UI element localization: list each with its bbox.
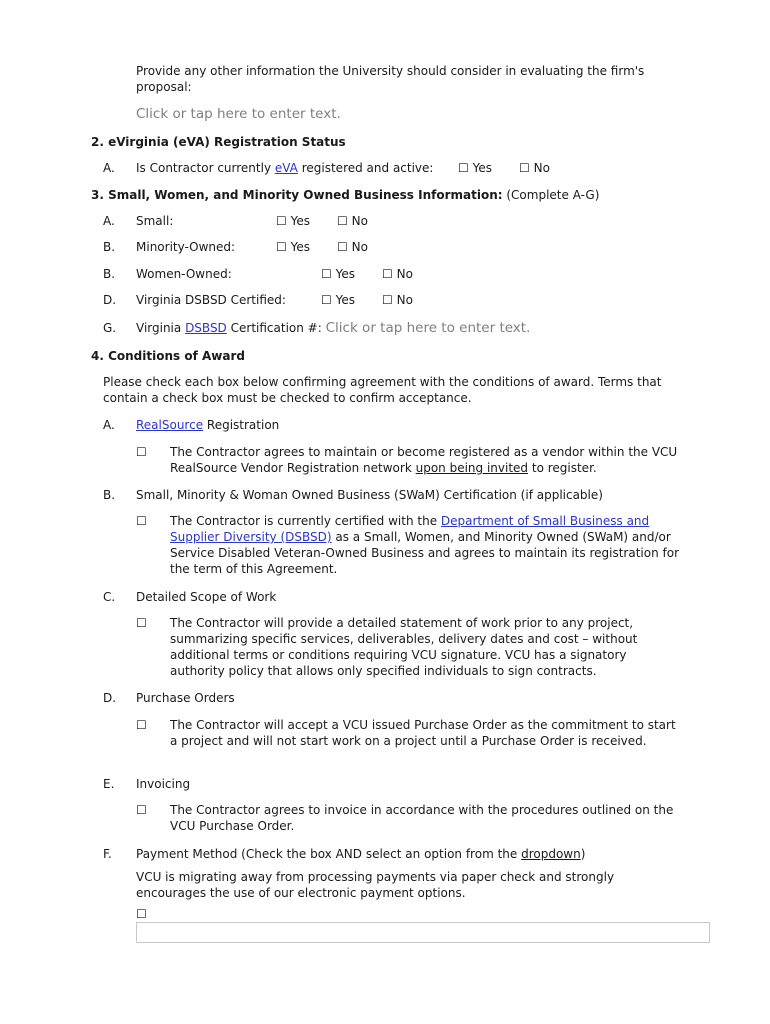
invoicing-checkbox[interactable]: ☐ [136,803,147,817]
row-minority-label: Minority-Owned: [136,240,236,254]
row-women-label: Women-Owned: [136,267,232,281]
section4-heading: 4. Conditions of Award [91,349,245,363]
row-g-letter: G. [103,321,117,335]
minority-yes-option[interactable]: ☐ Yes [276,240,310,254]
swam-checkbox[interactable]: ☐ [136,514,147,528]
intro-text-field[interactable]: Click or tap here to enter text. [136,106,341,122]
women-yes-option[interactable]: ☐ Yes [321,267,355,281]
dsbsd-link[interactable]: DSBSD [185,321,227,335]
row-dsbsd-letter: D. [103,293,117,307]
eva-link[interactable]: eVA [274,161,298,175]
scope-text: The Contractor will provide a detailed statement of work prior to any project, summarizing specific services, deliverables, delivery dates and cost – without additional terms or conditions requiring VCU signature. VCU has a signatory authority policy that allows only specified individuals to sign contracts. [170,616,638,678]
minority-no-option[interactable]: ☐ No [337,240,368,254]
eva-no-option[interactable]: ☐ No [519,161,550,175]
item-a-title: RealSource Registration [136,418,280,432]
payment-method-dropdown[interactable] [136,922,710,943]
item-b-title: Small, Minority & Woman Owned Business (SWaM) Certification (if applicable) [136,488,603,502]
certification-number-row: Virginia DSBSD Certification #: Click or tap here to enter text. [136,320,531,336]
dsbsd-department-link[interactable]: Department of Small Business and Supplier Diversity (DSBSD) [170,514,650,544]
eva-yes-checkbox[interactable]: ☐ [458,161,469,175]
women-no-option[interactable]: ☐ No [382,267,413,281]
women-no-checkbox[interactable]: ☐ [382,267,393,281]
small-no-checkbox[interactable]: ☐ [337,214,348,228]
intro-text: Provide any other information the University should consider in evaluating the firm's proposal: [136,64,645,94]
item-d-title: Purchase Orders [136,691,235,705]
minority-yes-checkbox[interactable]: ☐ [276,240,287,254]
row-minority-letter: B. [103,240,116,254]
realsource-link[interactable]: RealSource [136,418,204,432]
payment-text: VCU is migrating away from processing payments via paper check and strongly encourages the use of our electronic payment options. [136,870,615,900]
item-f-title: Payment Method (Check the box AND select an option from the dropdown) [136,847,586,861]
dsbsd-yes-checkbox[interactable]: ☐ [321,293,332,307]
realsource-text: The Contractor agrees to maintain or become registered as a vendor within the VCU RealSource Vendor Registration network upon being invited to register. [170,445,678,475]
realsource-checkbox[interactable]: ☐ [136,445,147,459]
row-dsbsd-label: Virginia DSBSD Certified: [136,293,286,307]
purchase-order-checkbox[interactable]: ☐ [136,718,147,732]
section3-heading: 3. Small, Women, and Minority Owned Business Information: (Complete A-G) [91,188,600,202]
certification-number-field[interactable]: Click or tap here to enter text. [325,320,531,336]
item-a-letter: A. [103,418,115,432]
small-yes-option[interactable]: ☐ Yes [276,214,310,228]
item-f-letter: F. [103,847,112,861]
item-e-title: Invoicing [136,777,191,791]
dsbsd-yes-option[interactable]: ☐ Yes [321,293,355,307]
payment-checkbox[interactable]: ☐ [136,907,147,921]
small-no-option[interactable]: ☐ No [337,214,368,228]
item-c-letter: C. [103,590,116,604]
item-b-letter: B. [103,488,116,502]
item-e-letter: E. [103,777,115,791]
row-small-label: Small: [136,214,174,228]
purchase-order-text: The Contractor will accept a VCU issued Purchase Order as the commitment to start a project and will not start work on a project until a Purchase Order is received. [170,718,676,748]
minority-no-checkbox[interactable]: ☐ [337,240,348,254]
row-women-letter: B. [103,267,116,281]
section2-a-letter: A. [103,161,115,175]
section4-intro: Please check each box below confirming agreement with the conditions of award. Terms that contain a check box must be checked to confirm acceptance. [103,375,662,405]
eva-no-checkbox[interactable]: ☐ [519,161,530,175]
invoicing-text: The Contractor agrees to invoice in accordance with the procedures outlined on the VCU Purchase Order. [170,803,674,833]
item-c-title: Detailed Scope of Work [136,590,277,604]
eva-question: Is Contractor currently eVA registered and active: [136,161,434,175]
scope-checkbox[interactable]: ☐ [136,616,147,630]
section3-note: (Complete A-G) [502,188,600,202]
eva-yes-option[interactable]: ☐ Yes [458,161,492,175]
dsbsd-no-checkbox[interactable]: ☐ [382,293,393,307]
row-small-letter: A. [103,214,115,228]
women-yes-checkbox[interactable]: ☐ [321,267,332,281]
section2-heading: 2. eVirginia (eVA) Registration Status [91,135,346,149]
small-yes-checkbox[interactable]: ☐ [276,214,287,228]
item-d-letter: D. [103,691,117,705]
swam-text: The Contractor is currently certified with the Department of Small Business and Supplier Diversity (DSBSD) as a Small, Women, and Minority Owned (SWaM) and/or Service Disabled Veteran-Owned Business and agrees to maintain its registration for the term of this Agreement. [170,514,679,576]
dsbsd-no-option[interactable]: ☐ No [382,293,413,307]
